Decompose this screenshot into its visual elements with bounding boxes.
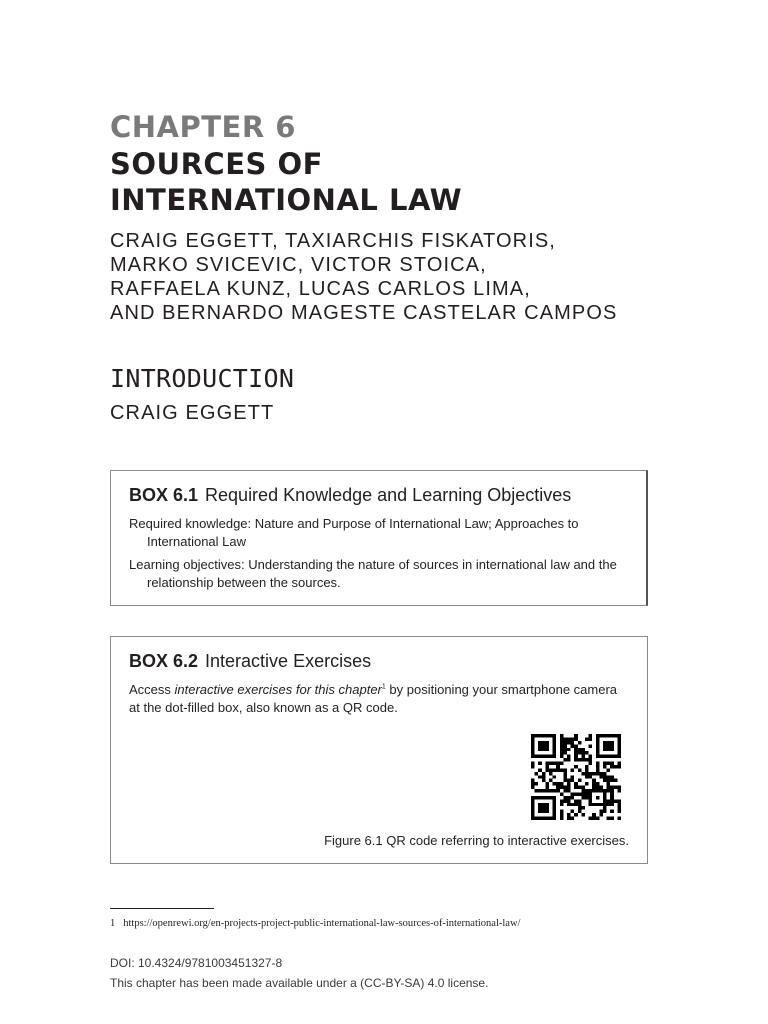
chapter-title-line: INTERNATIONAL LAW [110,183,463,217]
box-interactive-exercises [110,636,648,864]
author-line: MARKO SVICEVIC, VICTOR STOICA, [110,254,487,276]
figure-caption: Figure 6.1 QR code referring to interactive exercises. [324,833,629,848]
exercises-link-text[interactable]: interactive exercises for this chapter [174,682,382,697]
body-text-start: Access [129,682,175,697]
box-number: BOX 6.2 [129,651,199,671]
doi-line: DOI: 10.4324/9781003451327-8 [110,956,283,970]
footnote-divider [110,908,214,909]
chapter-title-line: SOURCES OF [110,147,323,181]
box-heading [129,485,571,506]
section-title: INTRODUCTION [110,364,295,393]
box-heading [129,651,371,672]
box-required-knowledge [110,470,648,606]
item-text: : Nature and Purpose of International Law; Approaches to International Law [147,516,579,549]
item-label: Required knowledge [129,516,248,531]
chapter-label: CHAPTER 6 [110,110,296,144]
footnote [110,918,520,929]
box-number: BOX 6.1 [129,485,199,505]
item-label: Learning objectives [129,557,242,572]
license-line: This chapter has been made available under a (CC-BY-SA) 4.0 license. [110,976,489,990]
body-text-end: by positioning your smartphone camera at the dot-filled box, also known as a QR code. [129,682,618,715]
author-line: RAFFAELA KUNZ, LUCAS CARLOS LIMA, [110,278,531,300]
required-knowledge-item [129,515,647,551]
qr-code-icon[interactable] [531,734,621,820]
author-line: CRAIG EGGETT, TAXIARCHIS FISKATORIS, [110,230,556,252]
author-line: AND BERNARDO MAGESTE CASTELAR CAMPOS [110,302,618,324]
chapter-title [110,146,710,218]
item-text: : Understanding the nature of sources in international law and the relationship between the sources. [147,557,617,590]
box-body-text [129,681,629,717]
box-title: Interactive Exercises [205,651,372,671]
learning-objectives-item [129,556,647,592]
chapter-authors [110,229,730,325]
footnote-number: 1 [110,918,116,929]
footnote-url[interactable]: https://openrewi.org/en-projects-project-public-international-law-sources-of-international-law/ [123,918,521,929]
footnote-ref[interactable]: 1 [381,683,386,691]
section-author: CRAIG EGGETT [110,402,275,424]
box-title: Required Knowledge and Learning Objectives [205,485,572,505]
